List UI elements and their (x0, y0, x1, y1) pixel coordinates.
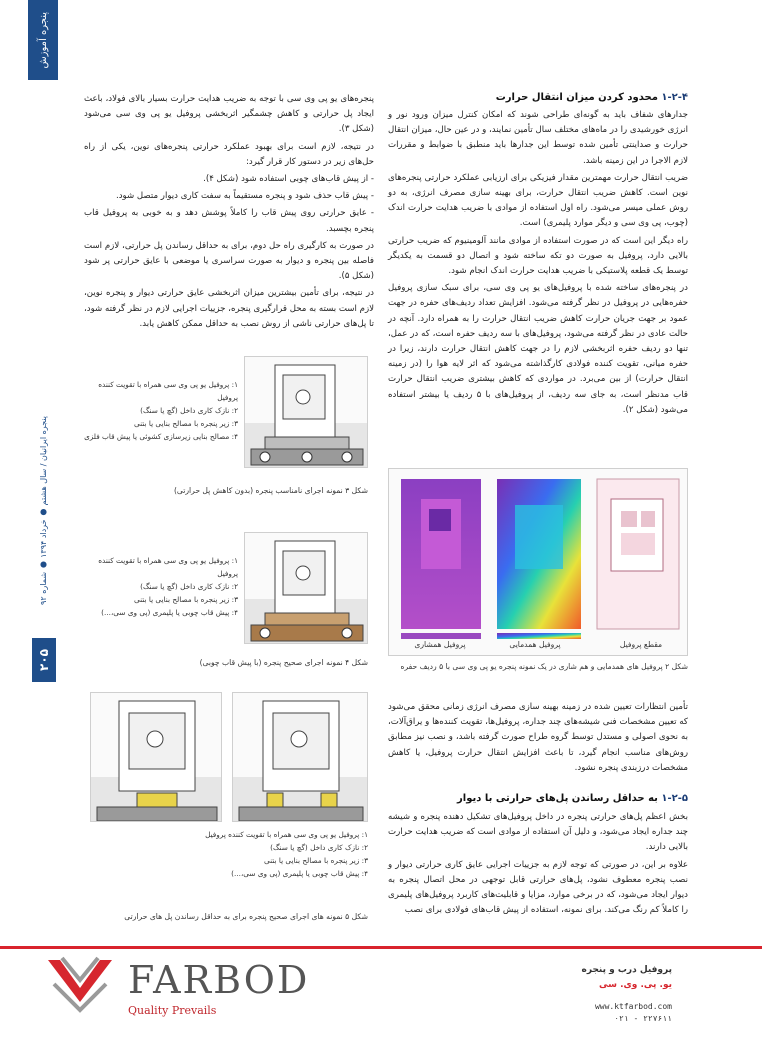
section-tab: پنجره آموزش (28, 0, 58, 80)
legend-item: ۱: پروفیل یو پی وی سی همراه با تقویت کننده پروفیل (205, 830, 368, 839)
paragraph: در پنجره‌های ساخته شده با پروفیل‌های یو پی وی سی، برای سبک سازی پروفیل حفره‌هایی در پروفیل در نظر گرفته می‌شود. افزایش تعداد ردیف‌های حفره در جهت عمود بر جهت جریان حرارت کاهش ضریب انتقال حرارت را به همراه دارد. آنچه در حالت عادی در نظر گرفته می‌شود، پروفیل‌های با سه ردیف حفره است، که در عمل، تنها دو ردیف حفره اثربخشی لازم را در جهت کاهش انتقال حرارت دارند، زیرا در حفره میانی، تقویت کننده فولادی کارگذاشته می‌شود که اثر لایه هوا را (در زمینه انتقال حرارت) از بین می‌برد. در مواردی که کاهش بیشتری ضریب انتقال حرارت قاب مدنظر است، به جای سه ردیف، از پروفیل‌های با ۵ ردیف یا بیشتر استفاده می‌شود (شکل ۲). (388, 283, 688, 415)
legend-item: ۳: زیر پنجره با مصالح بنایی یا بتنی (134, 419, 238, 428)
legend-item: ۴: مصالح بنایی زیرسازی کشوئی یا پیش قاب فلزی (84, 432, 238, 441)
page-number: ۲۰۵ (32, 638, 56, 682)
paragraph: در نتیجه، لازم است برای بهبود عملکرد حرارتی پنجره‌های نوین، یکی از راه حل‌های زیر در دستور کار قرار گیرد: (84, 141, 374, 167)
footer-divider (0, 946, 762, 949)
figure-3-legend (80, 378, 238, 443)
left-body-text (84, 92, 374, 334)
thermal-profiles-illustration (389, 469, 688, 656)
right-body-text-lower (388, 700, 688, 778)
window-section-drawing (233, 693, 368, 822)
figure-5-drawing-b (232, 692, 368, 822)
farbod-logo-icon (44, 954, 116, 1014)
legend-item: ۱: پروفیل یو پی وی سی همراه با تقویت کننده پروفیل (98, 380, 238, 402)
legend-item: ۳: زیر پنجره با مصالح بنایی یا بتنی (264, 856, 368, 865)
fig2-caption: شکل ۲ پروفیل های همدمایی و هم شاری در یک نمونه پنجره یو پی وی سی با ۵ ردیف حفره (400, 662, 688, 671)
figure-4-drawing (244, 532, 368, 644)
fig4-caption: شکل ۴ نمونه اجرای صحیح پنجره (با پیش قاب چوبی) (199, 658, 368, 667)
issue-line: پنجره ایرانیان / سال هشتم ● خرداد ۱۳۹۴ ● شماره ۹۲ (38, 415, 48, 605)
window-section-drawing (245, 533, 368, 644)
legend-item: ۴: پیش قاب چوبی یا پلیمری (پی وی سی،...) (231, 869, 368, 878)
legend-item: ۲: نازک کاری داخل (گچ یا سنگ) (140, 406, 238, 415)
legend-item: ۳: زیر پنجره با مصالح بنایی یا بتنی (134, 595, 238, 604)
paragraph: ضریب انتقال حرارت مهمترین مقدار فیزیکی برای ارزیابی عملکرد حرارتی پنجره‌های نوین است. کاهش ضریب انتقال حرارت، برای بهینه سازی مصرف انرژی، به دو روش عملی میسر می‌شود. راه اول استفاده از موادی با ضریب هدایت حرارت اندک (چوب، پی وی سی و دیگر موارد پلیمری) است. (388, 172, 688, 229)
ad-url: www.ktfarbod.com (594, 1002, 672, 1011)
paragraph: راه دیگر این است که در صورت استفاده از موادی مانند آلومینیوم که ضریب حرارتی بالایی دارد، پروفیل به صورت دو تکه ساخته شود و اتصال دو قسمت به یکدیگر توسط یک قطعه پلاستیکی با ضریب هدایت حرارت اندک انجام شود. (388, 235, 688, 277)
legend-item: ۱: پروفیل یو پی وی سی همراه با تقویت کننده پروفیل (98, 556, 238, 578)
figure-4-legend (80, 554, 238, 619)
fig2-label: مقطع پروفیل (619, 640, 663, 649)
paragraph: در نتیجه، برای تأمین بیشترین میزان اثربخشی عایق حرارتی دیوار و پنجره نوین، لازم است بسته به محل قرارگیری پنجره، جزییات اجرایی لازم در نظر گرفته شود، تا پل‌های حرارتی ناشی از روش نصب به حداقل ممکن کاهش یابد. (84, 288, 374, 329)
ad-subtitle: یو. پی. وی. سی (599, 980, 672, 990)
figure-2-thermal (388, 468, 688, 656)
section-heading-2: ۱-۲-۵ به حداقل رساندن پل‌های حرارتی با دیوار (457, 793, 688, 804)
bullet: - از پیش قاب‌های چوبی استفاده شود (شکل ۴). (203, 174, 374, 185)
fig2-label: پروفیل همشاری (414, 640, 466, 649)
paragraph: در صورت به کارگیری راه حل دوم، برای به حداقل رساندن پل حرارتی، لازم است فاصله بین پنجره و دیوار به صورت سراسری یا موضعی با عایق حرارتی پر شود (شکل ۵). (84, 240, 374, 282)
bullet: - پیش قاب حذف شود و پنجره مستقیماً به سفت کاری دیوار متصل شود. (115, 191, 374, 202)
figure-5-drawing-a (90, 692, 222, 822)
ad-title: پروفیل درب و پنجره (581, 965, 672, 975)
paragraph: علاوه بر این، در صورتی که توجه لازم به جزییات اجرایی عایق کاری حرارتی دیوار و نصب پنجره معطوف نشود، پل‌های حرارتی قابل توجهی در محل اتصال پنجره به دیوار ایجاد می‌شود، که در برخی موارد، مزایا و قابلیت‌های کاربرد پروفیل‌های پلیمری را کاملاً کم رنگ می‌کند. برای نمونه، استفاده از پیش قاب‌های فولادی برای نصب (388, 859, 688, 916)
right-body-text (388, 108, 688, 420)
fig3-caption: شکل ۳ نمونه اجرای نامناسب پنجره (بدون کاهش پل حرارتی) (173, 486, 368, 495)
window-section-drawing (245, 357, 368, 468)
ad-phone: ۰۲۱ - ۲۲۷۶۱۱ (614, 1014, 672, 1023)
legend-item: ۲: نازک کاری داخل (گچ یا سنگ) (270, 843, 368, 852)
legend-item: ۲: نازک کاری داخل (گچ یا سنگ) (140, 582, 238, 591)
brand-name: FARBOD (128, 958, 310, 1002)
figure-3-drawing (244, 356, 368, 468)
paragraph: پنجره‌های یو پی وی سی با توجه به ضریب هدایت حرارت بسیار بالای فولاد، باعث ایجاد پل حرارتی و کاهش چشمگیر اثربخشی پروفیل یو پی وی سی می‌شود (شکل ۳). (84, 94, 374, 135)
bullet: - عایق حرارتی روی پیش قاب را کاملاً پوشش دهد و به خوبی به پروفیل قاب پنجره بچسبد. (84, 208, 374, 234)
window-section-drawing (91, 693, 222, 822)
fig5-caption: شکل ۵ نمونه های اجرای صحیح پنجره برای به حداقل رساندن پل های حرارتی (124, 912, 368, 921)
brand-tagline: Quality Prevails (128, 1004, 217, 1017)
figure-5-legend (96, 828, 368, 880)
legend-item: ۴: پیش قاب چوبی یا پلیمری (پی وی سی،...) (101, 608, 238, 617)
paragraph: بخش اعظم پل‌های حرارتی پنجره در داخل پروفیل‌های تشکیل دهنده پنجره و شیشه چند جداره ایجاد می‌شود، و دلیل آن استفاده از موادی است که ضریب هدایت حرارت بالایی دارند. (388, 812, 688, 853)
right-body-text-2 (388, 810, 688, 920)
section-heading: ۱-۲-۴ محدود کردن میزان انتقال حرارت (495, 92, 688, 103)
fig2-label: پروفیل همدمایی (509, 640, 561, 649)
paragraph: جدارهای شفاف باید به گونه‌ای طراحی شوند که امکان کنترل میزان ورود نور و انرژی خورشیدی را در ماه‌های مختلف سال تأمین نمایند، و در عین حال، میزان انتقال حرارت و صداینتی تأمین شده توسط این جدارها باید منطبق با ضوابط و مقررات لازم الاجرا در این زمینه باشد. (388, 110, 688, 166)
paragraph: تأمین انتظارات تعیین شده در زمینه بهینه سازی مصرف انرژی زمانی محقق می‌شود که تعیین مشخصات فنی شیشه‌های چند جداره، پروفیل‌ها، تقویت کننده‌ها و یراق‌آلات، به نحوی اصولی و مستدل توسط گروه طراح صورت گرفته باشد، و نصب نیز مطابق روش‌های مناسب انجام گیرد، تا باعث افزایش انتقال حرارت پروفیل، یا کاهش مشخصات درزبندی پنجره نشود. (388, 702, 688, 773)
